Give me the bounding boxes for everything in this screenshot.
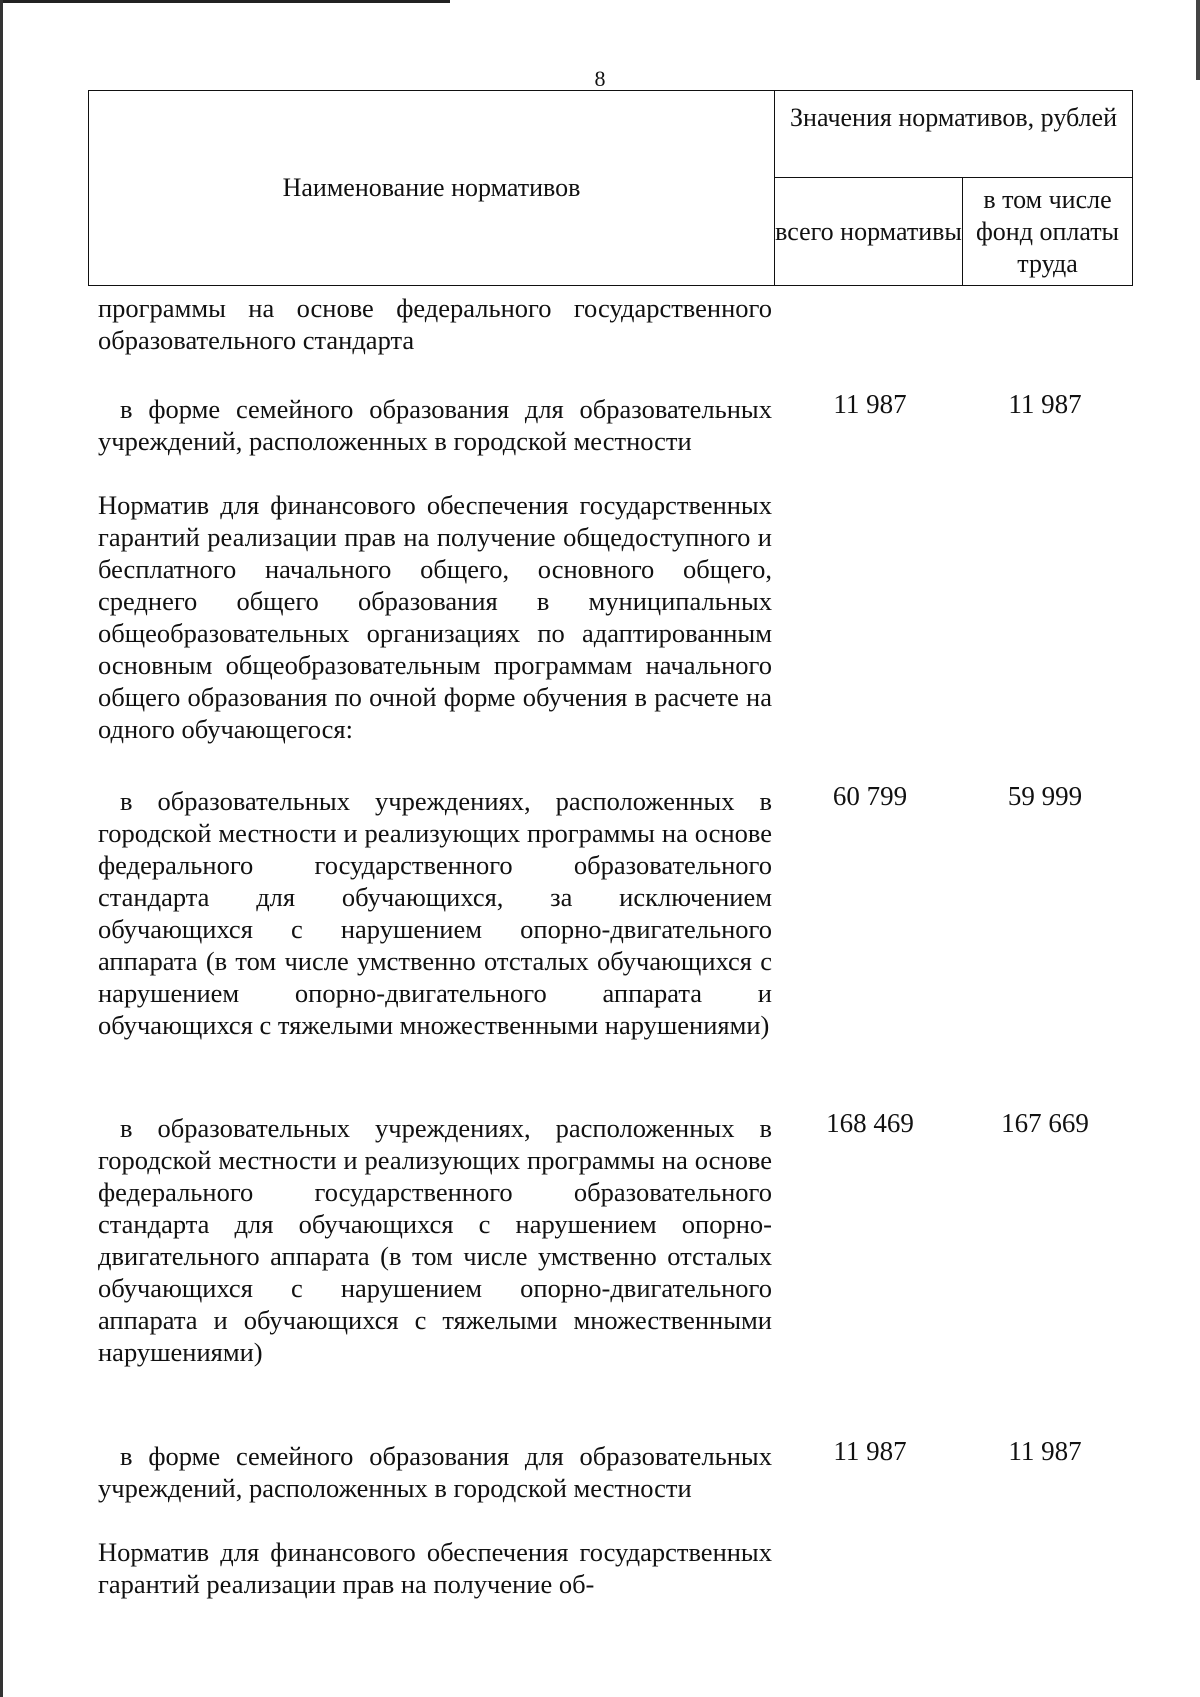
table-header (88, 90, 1133, 286)
header-values-column: Значения нормативов, рублей (775, 91, 1132, 178)
row-total-family-education-1: 11 987 (833, 389, 907, 419)
header-payroll-column: в том числе фонд оплаты труда (975, 184, 1120, 278)
row-total-urban-musculoskeletal: 168 469 (826, 1108, 914, 1138)
row-total-urban-excluding-musculoskeletal: 60 799 (832, 781, 908, 811)
row-total-family-education-2: 11 987 (833, 1436, 907, 1466)
row-payroll-family-education-2: 11 987 (1008, 1436, 1082, 1466)
header-total-column: всего нормативы (775, 178, 963, 285)
row-payroll-urban-excluding-musculoskeletal: 59 999 (1007, 781, 1083, 811)
scan-edge-left (0, 0, 3, 1697)
header-name-column: Наименование нормативов (89, 91, 775, 285)
row-payroll-urban-musculoskeletal: 167 669 (1001, 1108, 1089, 1138)
scan-edge-top (0, 0, 450, 3)
page-number: 8 (594, 66, 606, 91)
row-text-family-education-1: в форме семейного образования для образовательных учреждений, расположенных в городской местности (98, 394, 772, 456)
row-payroll-family-education-1: 11 987 (1008, 389, 1082, 419)
row-text-family-education-2: в форме семейного образования для образовательных учреждений, расположенных в городской местности (98, 1441, 772, 1503)
row-text-urban-excluding-musculoskeletal: в образовательных учреждениях, расположенных в городской местности и реализующих программы на основе федерального государственного образовательного стандарта для обучающихся, за исключением обучающихся с нарушением опорно-двигательного аппарата (в том числе умственно отсталых обучающихся с нарушением опорно-двигательного аппарата и обучающихся с тяжелыми множественными нарушениями) (98, 786, 772, 1040)
row-text-continuation: программы на основе федерального государственного образовательного стандарта (98, 293, 772, 355)
row-text-normative-adapted-primary: Норматив для финансового обеспечения государственных гарантий реализации прав на получение общедоступного и бесплатного начального общего, основного общего, среднего общего образования в муниципальных общеобразовательных организациях по адаптированным основным общеобразовательным программам начального общего образования по очной форме обучения в расчете на одного обучающегося: (98, 490, 772, 744)
row-text-normative-next: Норматив для финансового обеспечения государственных гарантий реализации прав на получение об- (98, 1537, 772, 1599)
row-text-urban-musculoskeletal: в образовательных учреждениях, расположенных в городской местности и реализующих программы на основе федерального государственного образовательного стандарта для обучающихся с нарушением опорно-двигательного аппарата (в том числе умственно отсталых обучающихся с нарушением опорно-двигательного аппарата и обучающихся с тяжелыми множественными нарушениями) (98, 1113, 772, 1367)
